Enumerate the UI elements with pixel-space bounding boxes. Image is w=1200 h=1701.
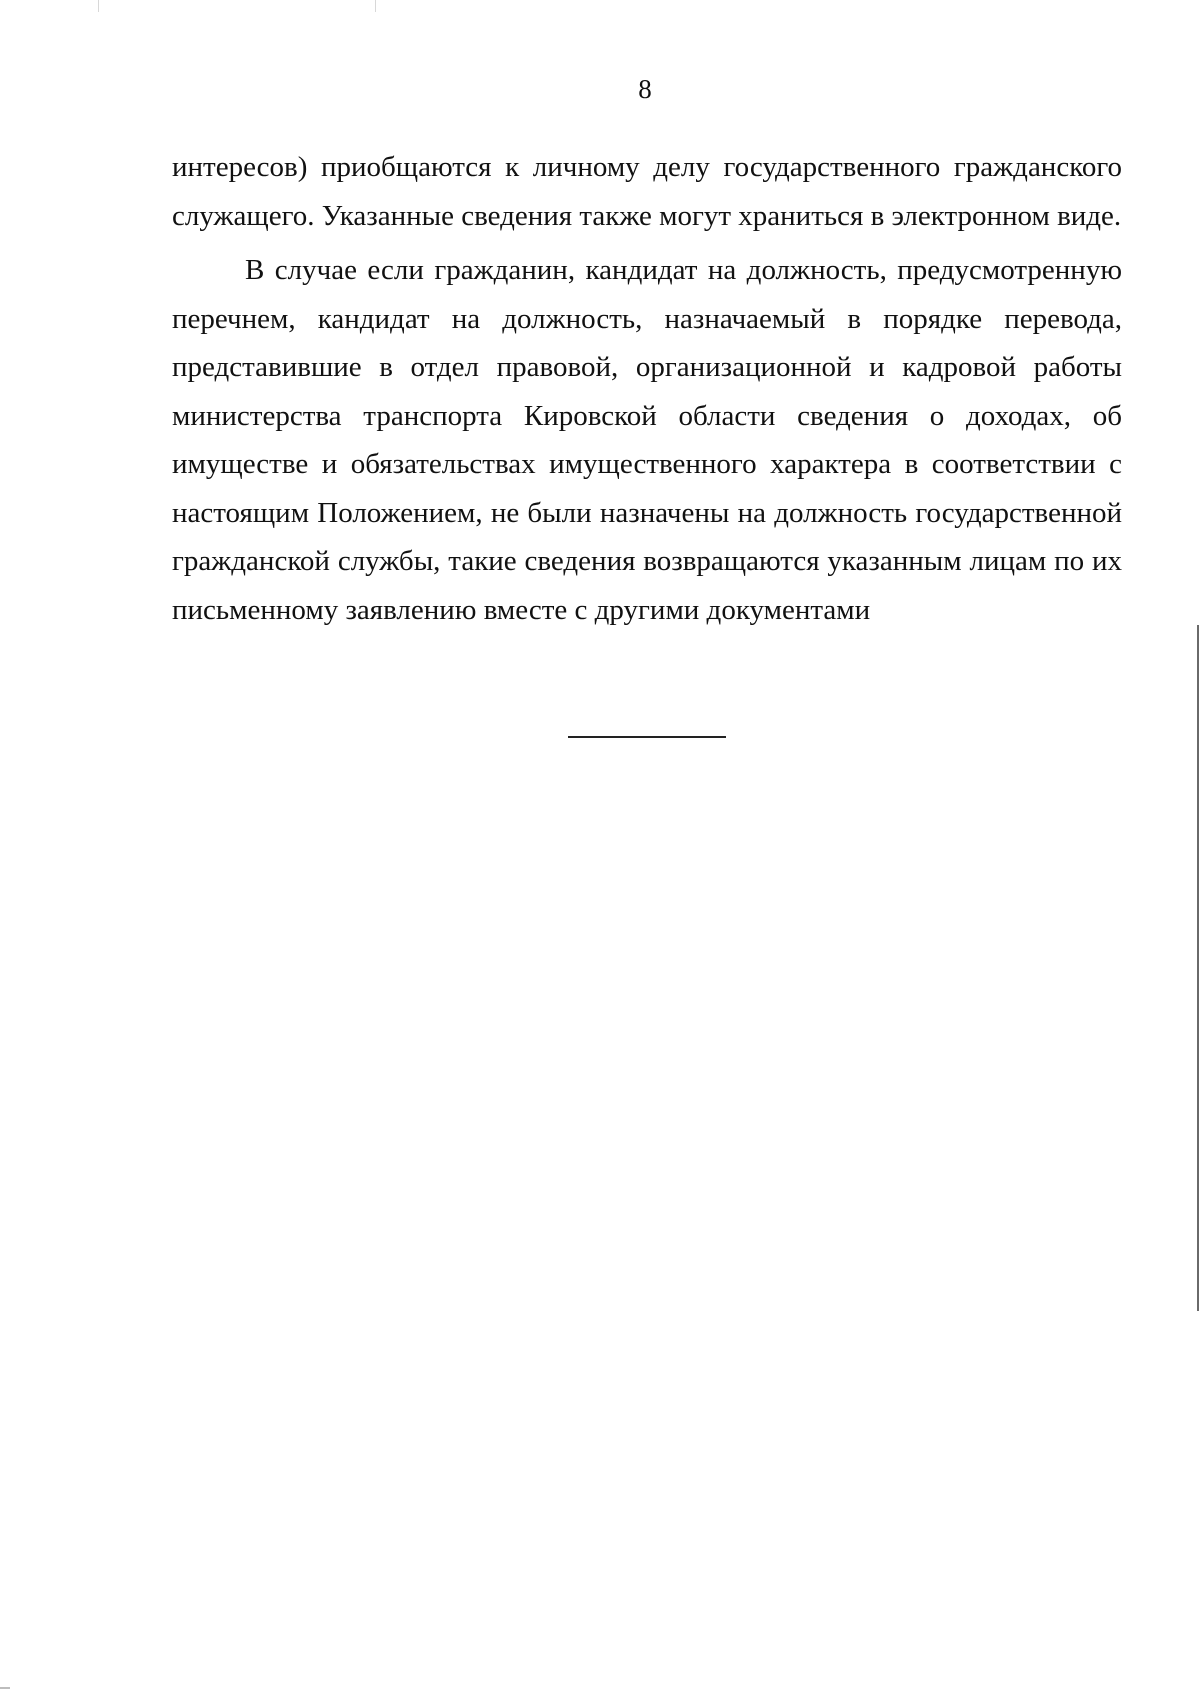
text-line: перечнем, кандидат на должность, назначаемый в порядке перевода,: [172, 302, 1122, 335]
paragraph-continuation: [172, 143, 1122, 240]
text-line: представившие в отдел правовой, организационной и кадровой работы: [172, 351, 1122, 383]
text-line: имуществе и обязательствах имущественного характера в соответствии с: [172, 448, 1122, 480]
text-line: настоящим Положением, не были назначены на должность государственной: [172, 496, 1122, 529]
scan-artifact-mark: [0, 1687, 10, 1689]
paragraph-return-of-information: [172, 246, 1122, 634]
scan-artifact-edge-line: [1197, 625, 1199, 1311]
scan-artifact-tick: [375, 0, 376, 12]
body-text: [172, 143, 1122, 634]
text-line: министерства транспорта Кировской области сведения о доходах, об: [172, 399, 1122, 432]
page-number: 8: [638, 74, 652, 104]
text-line: интересов) приобщаются к личному делу государственного гражданского: [172, 151, 1122, 183]
text-line: служащего. Указанные сведения также могут храниться в электронном виде.: [172, 199, 1122, 232]
text-line: письменному заявлению вместе с другими документами: [172, 593, 871, 626]
scan-artifact-tick: [98, 0, 99, 12]
text-line: гражданской службы, такие сведения возвращаются указанным лицам по их: [172, 545, 1122, 577]
text-line: В случае если гражданин, кандидат на должность, предусмотренную: [245, 254, 1122, 286]
end-of-text-rule: [568, 736, 726, 738]
